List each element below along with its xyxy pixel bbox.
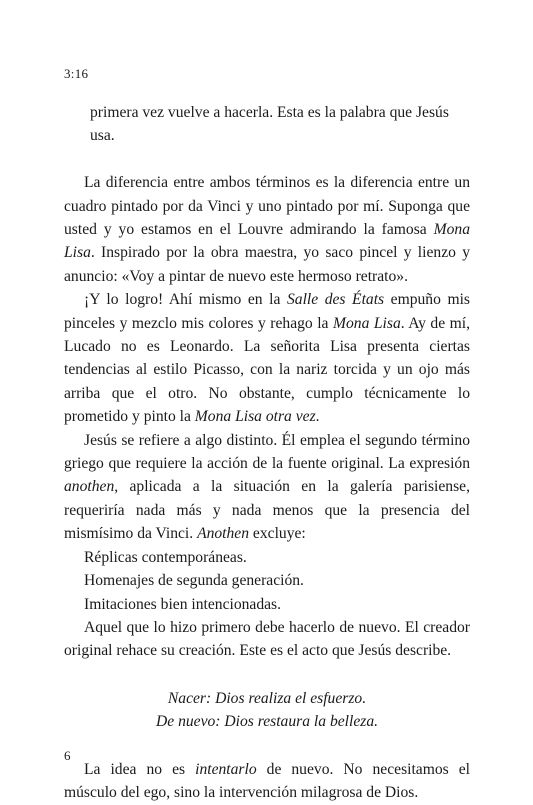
list-line: Imitaciones bien intencionadas. xyxy=(84,595,282,613)
paragraph: ¡Y lo logro! Ahí mismo en la Salle des États empuño mis pinceles y mezclo mis colores y rehago la Mona Lisa. Ay de mí, Lucado no es Leonardo. La señorita Lisa presenta ciertas tendencias al estilo Picasso, con la nariz torcida y un ojo más arriba que el otro. No obstante, cumplo técnicamente lo prometido y pinto la Mona Lisa otra vez. xyxy=(64,291,471,426)
verse-block xyxy=(64,687,470,734)
chapter-verse-header: 3:16 xyxy=(64,66,89,81)
paragraph: Aquel que lo hizo primero debe hacerlo de nuevo. El creador original rehace su creación. Este es el acto que Jesús describe. xyxy=(64,618,470,660)
list-line: Homenajes de segunda generación. xyxy=(84,572,304,590)
closing-paragraph: La idea no es intentarlo de nuevo. No necesitamos el músculo del ego, sino la intervención milagrosa de Dios. xyxy=(64,760,470,801)
body-text xyxy=(64,101,470,804)
page-number: 6 xyxy=(64,748,71,763)
paragraph: Jesús se refiere a algo distinto. Él emplea el segundo término griego que requiere la acción de la fuente original. La expresión anothen, aplicada a la situación en la galería parisiense, requeriría nada más y nada menos que la presencia del mismísimo da Vinci. Anothen excluye: xyxy=(64,431,470,543)
verse-line: Nacer: Dios realiza el esfuerzo. xyxy=(167,689,367,707)
block-quote: primera vez vuelve a hacerla. Esta es la palabra que Jesús usa. xyxy=(90,104,449,145)
list-line: Réplicas contemporáneas. xyxy=(84,548,247,566)
verse-line: De nuevo: Dios restaura la belleza. xyxy=(155,713,379,731)
paragraph: La diferencia entre ambos términos es la diferencia entre un cuadro pintado por da Vinci y uno pintado por mí. Suponga que usted y yo estamos en el Louvre admirando la famosa Mona Lisa. Inspirado por la obra maestra, yo saco pincel y lienzo y anuncio: «Voy a pintar de nuevo este hermoso retrato». xyxy=(64,174,470,285)
